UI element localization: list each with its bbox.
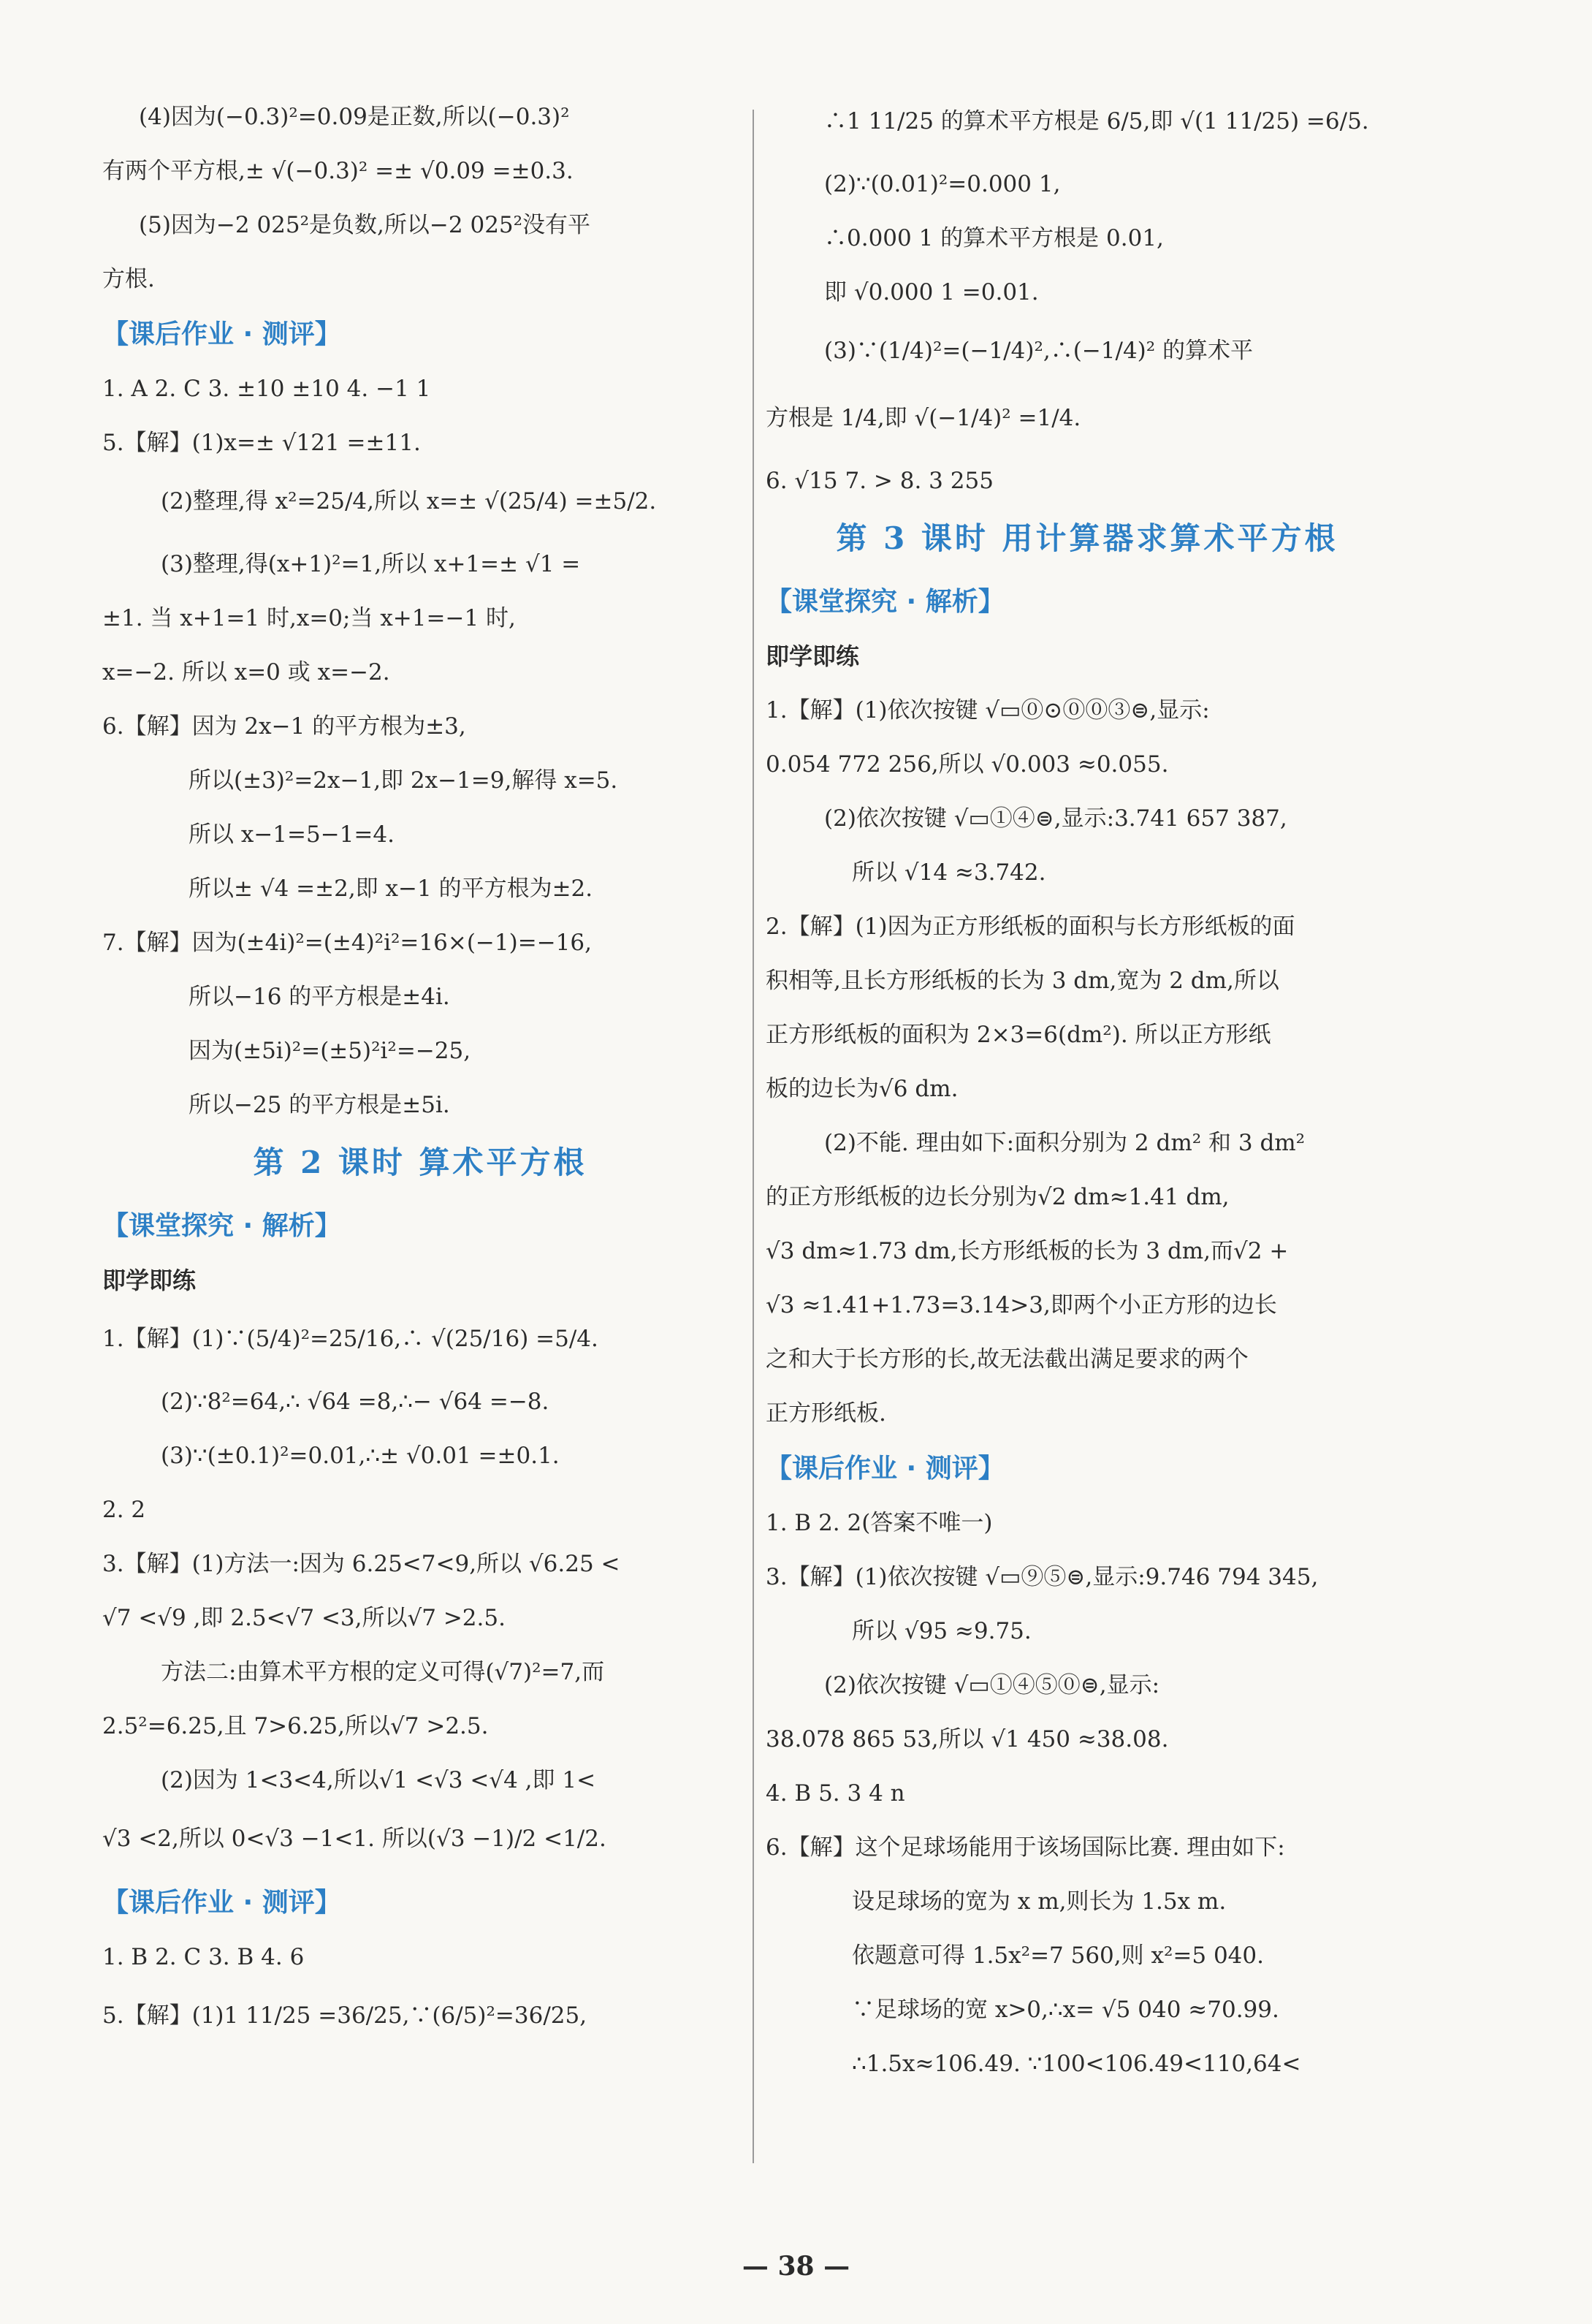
text-line: 设足球场的宽为 x m,则长为 1.5x m. (852, 1888, 1227, 1915)
subheading: 即学即练 (766, 642, 860, 670)
text-line: (2)∵(0.01)²=0.000 1, (824, 171, 1061, 197)
text-line: 有两个平方根,± √(−0.3)² =± √0.09 =±0.3. (102, 158, 574, 184)
text-line: 所以 √95 ≈9.75. (852, 1618, 1032, 1644)
text-line: 方根. (102, 266, 155, 292)
text-line: (2)∵8²=64,∴ √64 =8,∴− √64 =−8. (161, 1389, 549, 1415)
text-line: 依题意可得 1.5x²=7 560,则 x²=5 040. (852, 1943, 1264, 1969)
text-line: ∴1.5x≈106.49. ∵100<106.49<110,64< (852, 2051, 1301, 2077)
text-line: 方法二:由算术平方根的定义可得(√7)²=7,而 (161, 1659, 605, 1685)
answer-line: 4. B 5. 3 4 n (766, 1780, 905, 1807)
text-line: (3)∵(1/4)²=(−1/4)²,∴(−1/4)² 的算术平 (824, 338, 1254, 364)
text-line: (5)因为−2 025²是负数,所以−2 025²没有平 (139, 212, 591, 238)
text-line: √3 <2,所以 0<√3 −1<1. 所以(√3 −1)/2 <1/2. (102, 1826, 606, 1852)
answer-line: 6. √15 7. > 8. 3 255 (766, 468, 994, 494)
text-line: ∴0.000 1 的算术平方根是 0.01, (824, 225, 1164, 251)
text-line: √3 ≈1.41+1.73=3.14>3,即两个小正方形的边长 (766, 1292, 1277, 1318)
question-3: 3.【解】(1)方法一:因为 6.25<7<9,所以 √6.25 < (102, 1551, 620, 1577)
answer-line: 1. A 2. C 3. ±10 ±10 4. −1 1 (102, 376, 431, 402)
text-line: 所以(±3)²=2x−1,即 2x−1=9,解得 x=5. (188, 767, 618, 794)
answer-line: 1. B 2. 2(答案不唯一) (766, 1510, 993, 1536)
text-line: 板的边长为√6 dm. (766, 1076, 959, 1102)
question-2: 2. 2 (102, 1497, 146, 1523)
lesson-title: 第 3 课时 用计算器求算术平方根 (836, 520, 1338, 556)
text-line: √7 <√9 ,即 2.5<√7 <3,所以√7 >2.5. (102, 1605, 506, 1631)
text-line: ±1. 当 x+1=1 时,x=0;当 x+1=−1 时, (102, 605, 516, 631)
homework-header: 【课后作业 · 测评】 (102, 1888, 341, 1918)
question-5: 5.【解】(1)1 11/25 =36/25,∵(6/5)²=36/25, (102, 2002, 587, 2029)
text-line: 所以± √4 =±2,即 x−1 的平方根为±2. (188, 876, 593, 902)
text-line: (2)依次按键 √▭①④⊜,显示:3.741 657 387, (824, 805, 1287, 832)
text-line: 方根是 1/4,即 √(−1/4)² =1/4. (766, 405, 1081, 431)
homework-header: 【课后作业 · 测评】 (102, 319, 341, 349)
text-line: (2)依次按键 √▭①④⑤⓪⊜,显示: (824, 1672, 1160, 1698)
text-line: (3)∵(±0.1)²=0.01,∴± √0.01 =±0.1. (161, 1443, 560, 1469)
question-1: 1.【解】(1)依次按键 √▭⓪⊙⓪⓪③⊜,显示: (766, 697, 1210, 724)
right-column (766, 102, 1409, 2103)
text-line: 所以−25 的平方根是±5i. (188, 1092, 450, 1118)
text-line: 2.5²=6.25,且 7>6.25,所以√7 >2.5. (102, 1713, 489, 1739)
text-line: 积相等,且长方形纸板的长为 3 dm,宽为 2 dm,所以 (766, 968, 1279, 994)
text-line: 所以−16 的平方根是±4i. (188, 984, 450, 1010)
text-line: x=−2. 所以 x=0 或 x=−2. (102, 659, 390, 686)
text-line: (3)整理,得(x+1)²=1,所以 x+1=± √1 = (161, 551, 581, 577)
text-line: 正方形纸板的面积为 2×3=6(dm²). 所以正方形纸 (766, 1022, 1271, 1048)
question-2: 2.【解】(1)因为正方形纸板的面积与长方形纸板的面 (766, 914, 1295, 940)
subheading: 即学即练 (102, 1267, 197, 1294)
text-line: 0.054 772 256,所以 √0.003 ≈0.055. (766, 751, 1169, 778)
text-line: √3 dm≈1.73 dm,长方形纸板的长为 3 dm,而√2 + (766, 1238, 1289, 1264)
question-6: 6.【解】这个足球场能用于该场国际比赛. 理由如下: (766, 1834, 1285, 1861)
text-line: 正方形纸板. (766, 1400, 886, 1427)
text-line: (2)整理,得 x²=25/4,所以 x=± √(25/4) =±5/2. (161, 488, 657, 514)
question-7: 7.【解】因为(±4i)²=(±4)²i²=16×(−1)=−16, (102, 930, 592, 956)
text-line: 所以 √14 ≈3.742. (852, 859, 1046, 886)
text-line: 所以 x−1=5−1=4. (188, 821, 395, 848)
question-5: 5.【解】(1)x=± √121 =±11. (102, 430, 421, 456)
text-line: (2)因为 1<3<4,所以√1 <√3 <√4 ,即 1< (161, 1767, 596, 1793)
text-line: 之和大于长方形的长,故无法截出满足要求的两个 (766, 1346, 1249, 1372)
text-line: 的正方形纸板的边长分别为√2 dm≈1.41 dm, (766, 1184, 1230, 1210)
lesson-title: 第 2 课时 算术平方根 (253, 1144, 587, 1180)
text-line: (4)因为(−0.3)²=0.09是正数,所以(−0.3)² (139, 104, 570, 130)
text-line: ∴1 11/25 的算术平方根是 6/5,即 √(1 11/25) =6/5. (824, 108, 1369, 134)
class-header: 【课堂探究 · 解析】 (766, 587, 1005, 617)
homework-header: 【课后作业 · 测评】 (766, 1454, 1005, 1484)
page-number: — 38 — (742, 2251, 850, 2282)
text-line: (2)不能. 理由如下:面积分别为 2 dm² 和 3 dm² (824, 1130, 1306, 1156)
question-3: 3.【解】(1)依次按键 √▭⑨⑤⊜,显示:9.746 794 345, (766, 1564, 1319, 1590)
question-1: 1.【解】(1)∵(5/4)²=25/16,∴ √(25/16) =5/4. (102, 1326, 598, 1352)
column-divider (753, 110, 754, 2163)
question-6: 6.【解】因为 2x−1 的平方根为±3, (102, 713, 466, 740)
text-line: 因为(±5i)²=(±5)²i²=−25, (188, 1038, 471, 1064)
text-line: 38.078 865 53,所以 √1 450 ≈38.08. (766, 1726, 1169, 1753)
left-column (102, 102, 738, 2064)
text-line: 即 √0.000 1 =0.01. (824, 279, 1039, 305)
text-line: ∵足球场的宽 x>0,∴x= √5 040 ≈70.99. (852, 1997, 1279, 2023)
class-header: 【课堂探究 · 解析】 (102, 1211, 341, 1241)
answer-line: 1. B 2. C 3. B 4. 6 (102, 1944, 305, 1970)
